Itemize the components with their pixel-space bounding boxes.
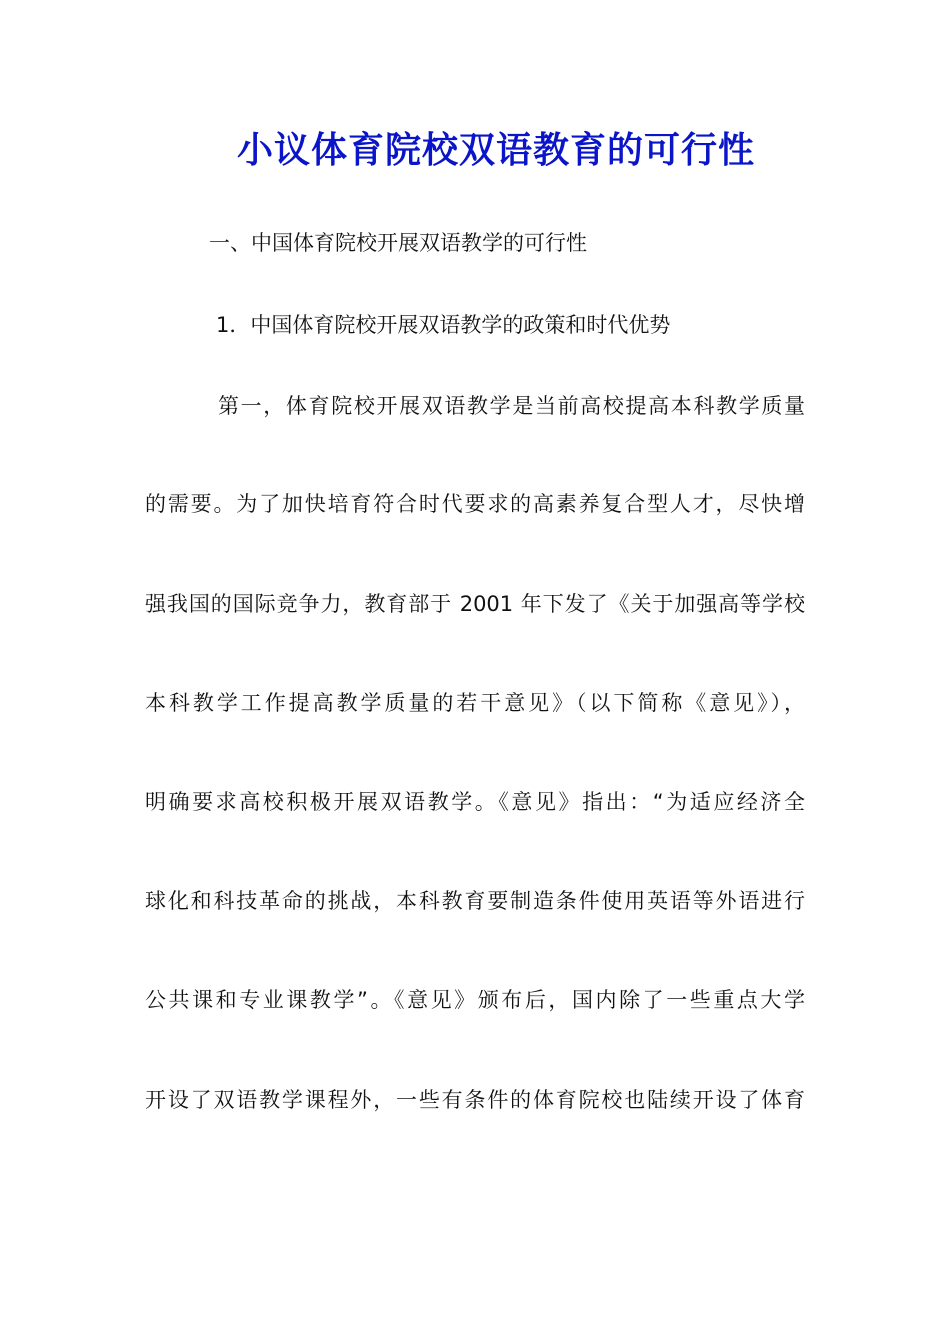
- paragraph-line: 球化和科技革命的挑战，本科教育要制造条件使用英语等外语进行: [145, 889, 805, 913]
- paragraph-line: 第一，体育院校开展双语教学是当前高校提高本科教学质量: [218, 394, 805, 418]
- section-heading: 一、中国体育院校开展双语教学的可行性: [209, 231, 587, 255]
- paragraph-line: 开设了双语教学课程外，一些有条件的体育院校也陆续开设了体育: [145, 1088, 805, 1112]
- document-title: 小议体育院校双语教育的可行性: [236, 129, 755, 171]
- paragraph-line: 的需要。为了加快培育符合时代要求的高素养复合型人才，尽快增: [145, 492, 805, 516]
- paragraph-line: 强我国的国际竞争力，教育部于 2001 年下发了《关于加强高等学校: [145, 592, 805, 616]
- paragraph-line: 明确要求高校积极开展双语教学。《意见》指出：“为适应经济全: [145, 790, 805, 814]
- subsection-heading: 1．中国体育院校开展双语教学的政策和时代优势: [216, 313, 671, 337]
- paragraph-line: 本科教学工作提高教学质量的若干意见》（以下简称《意见》），: [145, 691, 805, 715]
- paragraph-line: 公共课和专业课教学”。《意见》颁布后，国内除了一些重点大学: [145, 988, 805, 1012]
